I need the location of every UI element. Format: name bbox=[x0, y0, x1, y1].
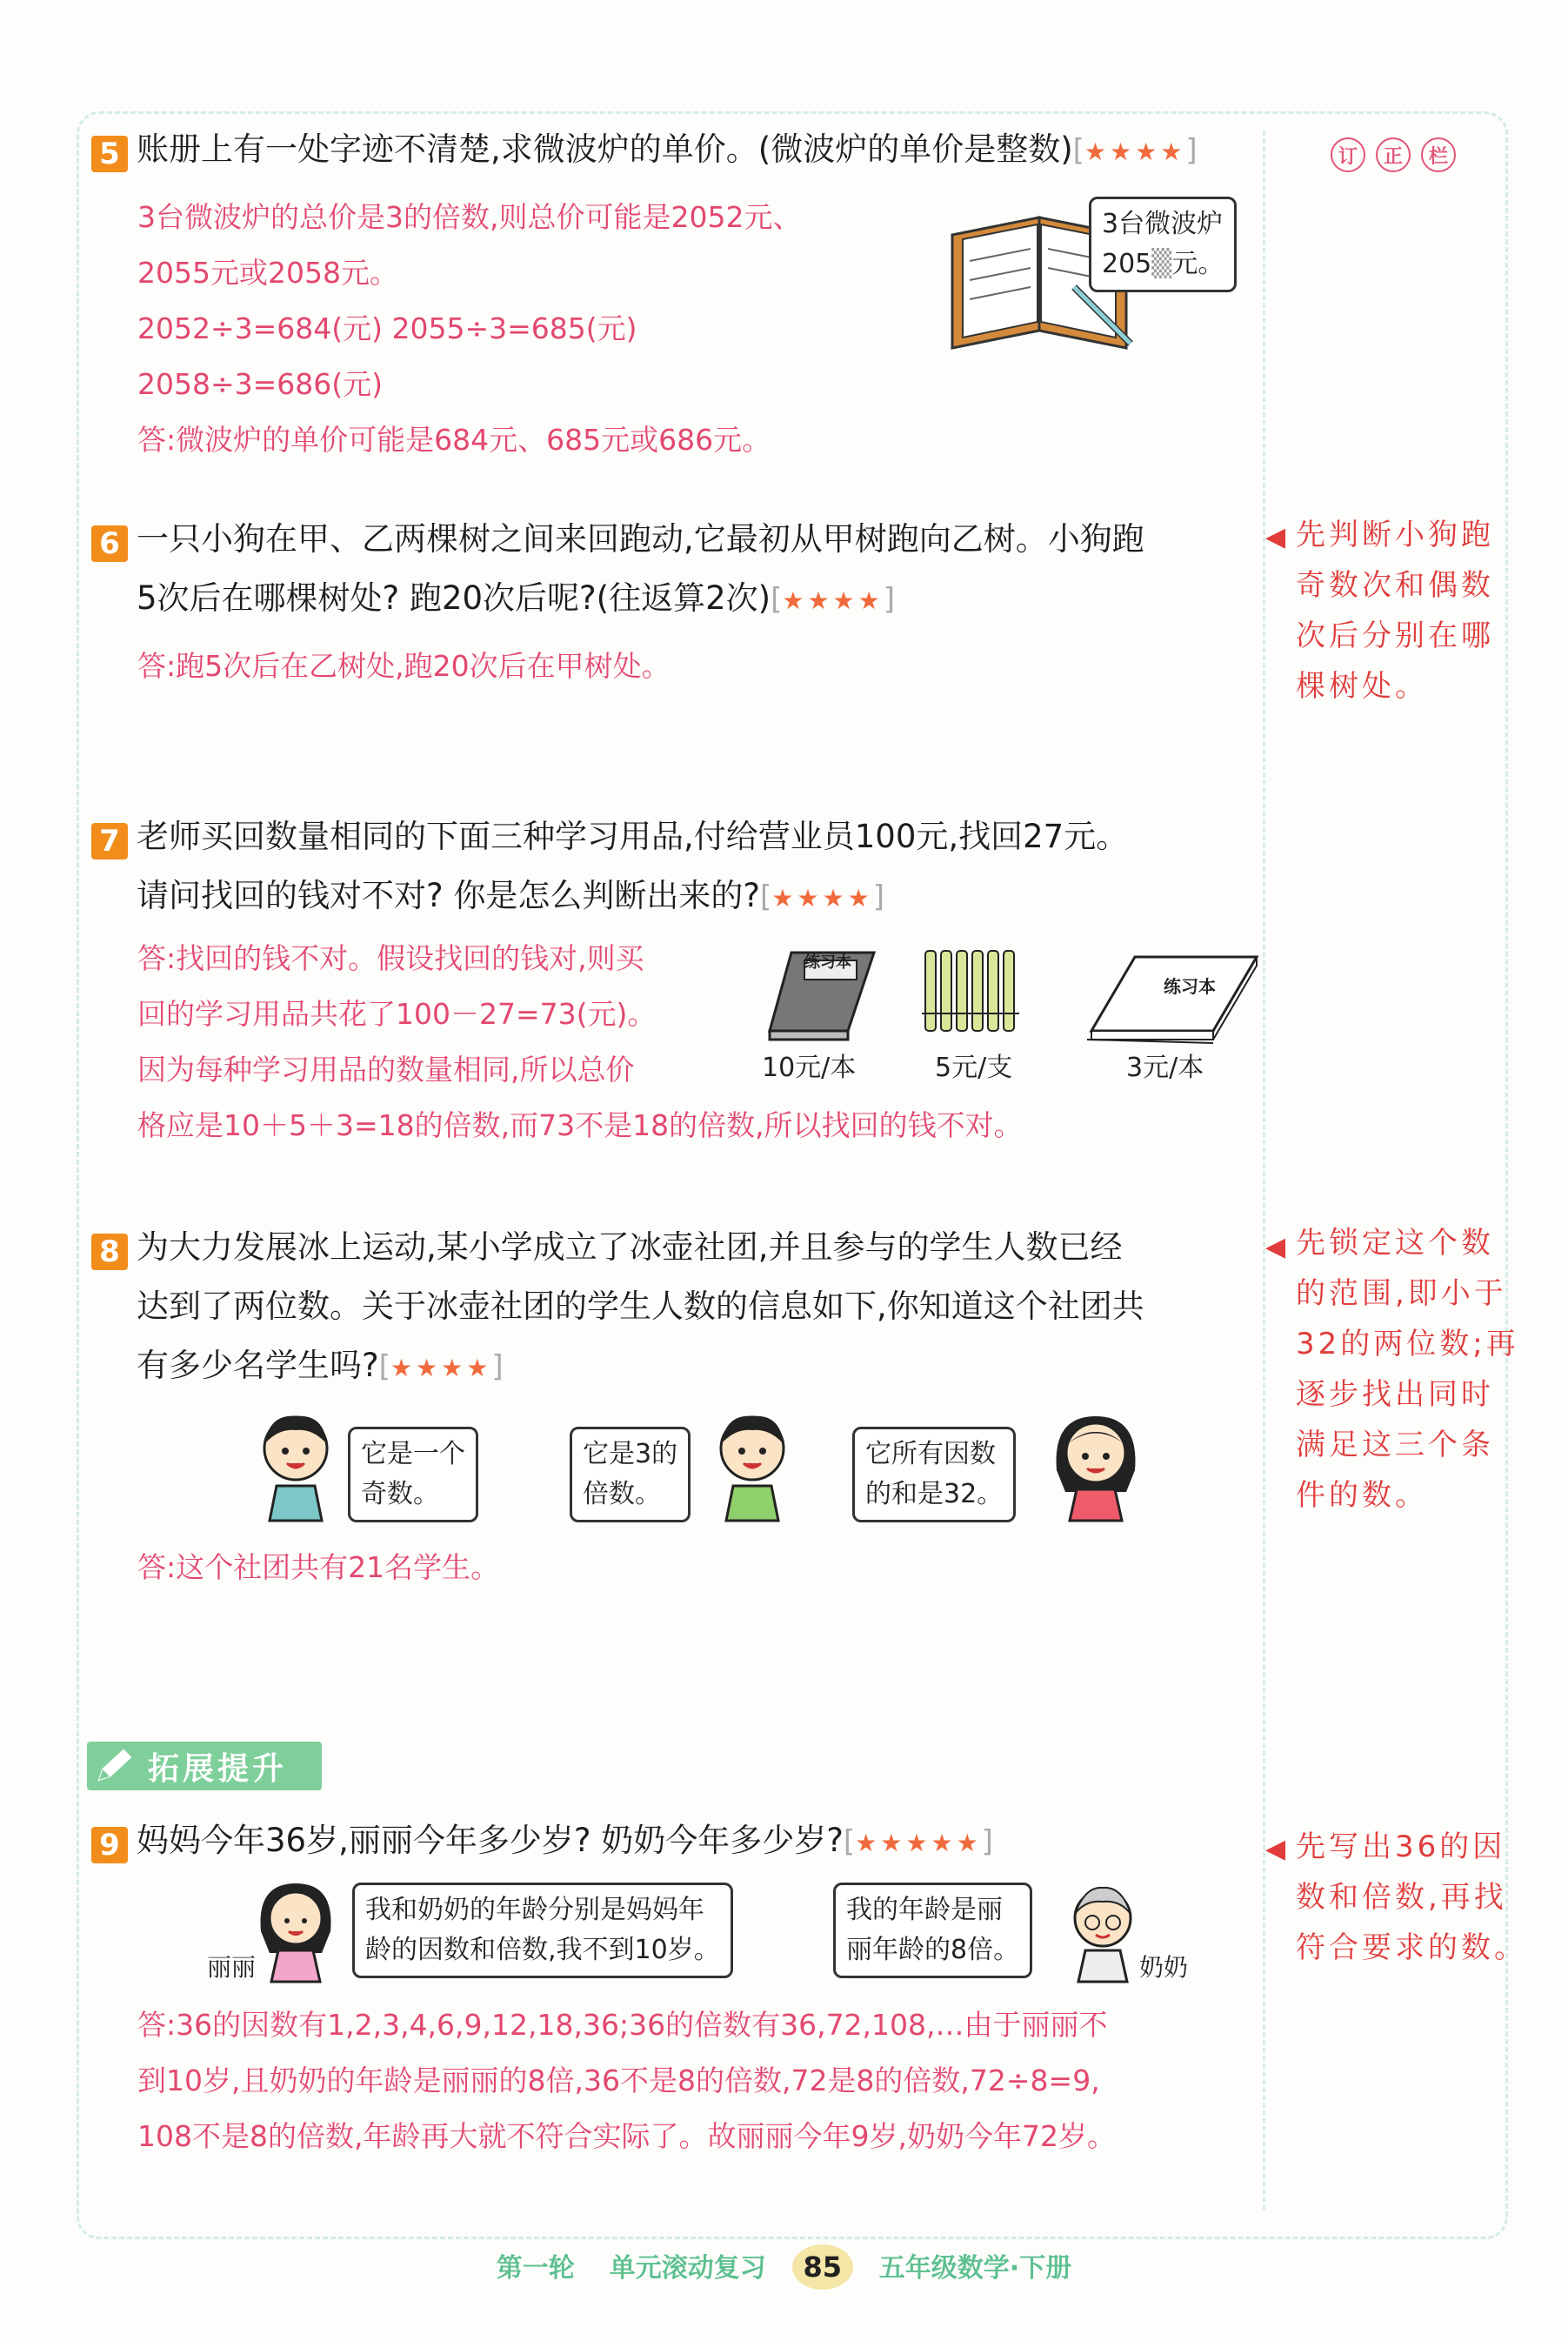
question-8: 8 为大力发展冰上运动,某小学成立了冰壶社团,并且参与的学生人数已经 达到了两位数。关于冰壶社团的学生人数的信息如下,你知道这个社团共 有多少名学生吗?[★★★★] bbox=[91, 1218, 1144, 1398]
bubble-line: 龄的因数和倍数,我不到10岁。 bbox=[365, 1935, 720, 1965]
boy-avatar bbox=[252, 1409, 339, 1522]
footer-book: 五年级数学·下册 bbox=[878, 2253, 1072, 2284]
question-text: 账册上有一处字迹不清楚,求微波炉的单价。(微波炉的单价是整数) bbox=[137, 130, 1073, 168]
difficulty-stars: ★★★★ bbox=[390, 1354, 492, 1382]
price-label: 10元/本 bbox=[762, 1053, 857, 1083]
question-5: 5 账册上有一处字迹不清楚,求微波炉的单价。(微波炉的单价是整数)[★★★★] bbox=[91, 120, 1198, 182]
answer-line: 答:找回的钱不对。假设找回的钱对,则买 bbox=[137, 941, 644, 975]
girl-avatar bbox=[252, 1879, 339, 1983]
hint-arrow: ◀ bbox=[1265, 1834, 1286, 1864]
answer-7 bbox=[137, 931, 1023, 1154]
exercise-book-stack-icon bbox=[1083, 953, 1265, 1048]
question-text: 达到了两位数。关于冰壶社团的学生人数的信息如下,你知道这个社团共 bbox=[137, 1288, 1144, 1325]
bubble-line: 元。 bbox=[1171, 249, 1224, 279]
hint-line: 符合要求的数。 bbox=[1296, 1930, 1527, 1965]
question-number: 9 bbox=[91, 1827, 128, 1863]
price-label: 5元/支 bbox=[935, 1053, 1013, 1083]
speech-bubble-lili bbox=[352, 1883, 733, 1978]
speech-bubble-multiple-of-3 bbox=[570, 1427, 691, 1522]
smudge: ▒ bbox=[1151, 249, 1172, 279]
exercise-book-cover-label: 练习本 bbox=[1164, 976, 1216, 997]
grandma-avatar bbox=[1059, 1879, 1146, 1983]
answer-5 bbox=[137, 190, 801, 468]
hint-line: 的范围,即小于 bbox=[1296, 1276, 1507, 1311]
answer-6: 答:跑5次后在乙树处,跑20次后在甲树处。 bbox=[137, 649, 671, 683]
name-lili: 丽丽 bbox=[207, 1953, 257, 1982]
bubble-line: 3台微波炉 bbox=[1102, 209, 1224, 239]
hint-line: 数和倍数,再找 bbox=[1296, 1880, 1507, 1915]
question-text: 5次后在哪棵树处? 跑20次后呢?(往返算2次) bbox=[137, 579, 771, 617]
answer-9 bbox=[137, 1997, 1116, 2164]
question-9: 9 妈妈今年36岁,丽丽今年多少岁? 奶奶今年多少岁?[★★★★★] bbox=[91, 1811, 993, 1873]
hint-line: 奇数次和偶数 bbox=[1296, 568, 1494, 603]
speech-bubble-nainai bbox=[833, 1883, 1032, 1978]
question-6: 6 一只小狗在甲、乙两棵树之间来回跑动,它最初从甲树跑向乙树。小狗跑 5次后在哪棵树处? 跑20次后呢?(往返算2次)[★★★★] bbox=[91, 510, 1144, 631]
question-text: 一只小狗在甲、乙两棵树之间来回跑动,它最初从甲树跑向乙树。小狗跑 bbox=[137, 520, 1144, 558]
answer-line: 2052÷3=684(元) 2055÷3=685(元) bbox=[137, 311, 637, 345]
question-text: 为大力发展冰上运动,某小学成立了冰壶社团,并且参与的学生人数已经 bbox=[137, 1228, 1123, 1266]
correction-char: 正 bbox=[1376, 137, 1411, 172]
pencils-icon bbox=[922, 944, 1026, 1044]
hint-line: 件的数。 bbox=[1296, 1478, 1428, 1513]
pencil-icon bbox=[94, 1747, 134, 1785]
section-banner bbox=[87, 1742, 322, 1790]
price-label: 3元/本 bbox=[1126, 1053, 1204, 1083]
name-nainai: 奶奶 bbox=[1139, 1953, 1189, 1982]
correction-divider bbox=[1263, 130, 1265, 2210]
question-text: 请问找回的钱对不对? 你是怎么判断出来的? bbox=[137, 877, 761, 914]
bubble-line: 我和奶奶的年龄分别是妈妈年 bbox=[365, 1895, 704, 1925]
difficulty-stars: ★★★★★ bbox=[855, 1829, 982, 1857]
answer-line: 2058÷3=686(元) bbox=[137, 367, 384, 401]
bubble-line: 丽年龄的8倍。 bbox=[846, 1935, 1020, 1965]
answer-line: 到10岁,且奶奶的年龄是丽丽的8倍,36不是8的倍数,72是8的倍数,72÷8=9, bbox=[137, 2063, 1100, 2097]
difficulty-stars: ★★★★ bbox=[1084, 137, 1186, 166]
bubble-line: 我的年龄是丽 bbox=[846, 1895, 1003, 1925]
hint-line: 次后分别在哪 bbox=[1296, 619, 1494, 653]
correction-char: 订 bbox=[1331, 137, 1365, 172]
notebook-cover-label: 练习本 bbox=[804, 953, 851, 972]
bubble-line: 它是一个 bbox=[361, 1439, 465, 1469]
bubble-line: 倍数。 bbox=[583, 1479, 661, 1509]
question-number: 6 bbox=[91, 525, 128, 562]
section-title: 拓展提升 bbox=[148, 1750, 288, 1787]
hint-line: 先判断小狗跑 bbox=[1296, 518, 1494, 552]
hint-6 bbox=[1296, 510, 1494, 712]
page-footer bbox=[0, 2244, 1568, 2290]
answer-line: 答:微波炉的单价可能是684元、685元或686元。 bbox=[137, 423, 771, 457]
ledger-bubble bbox=[1089, 197, 1237, 292]
bubble-line: 它所有因数 bbox=[865, 1439, 996, 1469]
question-number: 5 bbox=[91, 136, 128, 172]
hint-line: 先写出36的因 bbox=[1296, 1829, 1506, 1864]
correction-column-label bbox=[1331, 137, 1456, 172]
answer-8: 答:这个社团共有21名学生。 bbox=[137, 1550, 500, 1584]
footer-round: 第一轮 bbox=[496, 2253, 575, 2284]
bubble-line: 奇数。 bbox=[361, 1479, 439, 1509]
footer-unit: 单元滚动复习 bbox=[609, 2253, 766, 2284]
page-number: 85 bbox=[792, 2244, 853, 2290]
speech-bubble-odd bbox=[348, 1427, 478, 1522]
question-text: 老师买回数量相同的下面三种学习用品,付给营业员100元,找回27元。 bbox=[137, 818, 1129, 855]
answer-line: 2055元或2058元。 bbox=[137, 256, 398, 290]
hint-line: 满足这三个条 bbox=[1296, 1428, 1494, 1462]
bubble-line: 的和是32。 bbox=[865, 1479, 1004, 1509]
difficulty-stars: ★★★★ bbox=[771, 884, 873, 913]
correction-char: 栏 bbox=[1421, 137, 1456, 172]
answer-line: 108不是8的倍数,年龄再大就不符合实际了。故丽丽今年9岁,奶奶今年72岁。 bbox=[137, 2119, 1116, 2153]
question-number: 7 bbox=[91, 823, 128, 859]
difficulty-stars: ★★★★ bbox=[782, 586, 884, 615]
question-7: 7 老师买回数量相同的下面三种学习用品,付给营业员100元,找回27元。 请问找回的钱对不对? 你是怎么判断出来的?[★★★★] bbox=[91, 807, 1128, 928]
girl-avatar bbox=[1048, 1409, 1144, 1522]
hint-line: 先锁定这个数 bbox=[1296, 1226, 1494, 1261]
bubble-line: 它是3的 bbox=[583, 1439, 678, 1469]
question-number: 8 bbox=[91, 1234, 128, 1270]
answer-line: 格应是10＋5＋3=18的倍数,而73不是18的倍数,所以找回的钱不对。 bbox=[137, 1108, 1023, 1142]
hint-arrow: ◀ bbox=[1265, 1232, 1286, 1262]
answer-line: 3台微波炉的总价是3的倍数,则总价可能是2052元、 bbox=[137, 200, 802, 234]
answer-line: 因为每种学习用品的数量相同,所以总价 bbox=[137, 1053, 635, 1087]
boy-avatar bbox=[709, 1409, 796, 1522]
question-text: 有多少名学生吗? bbox=[137, 1347, 379, 1384]
answer-line: 回的学习用品共花了100－27=73(元)。 bbox=[137, 997, 657, 1031]
hint-line: 32的两位数;再 bbox=[1296, 1327, 1519, 1361]
hint-line: 棵树处。 bbox=[1296, 669, 1428, 704]
answer-line: 答:36的因数有1,2,3,4,6,9,12,18,36;36的倍数有36,72,108,…由于丽丽不 bbox=[137, 2008, 1108, 2042]
question-text: 妈妈今年36岁,丽丽今年多少岁? 奶奶今年多少岁? bbox=[137, 1822, 844, 1859]
speech-bubble-factor-sum bbox=[852, 1427, 1016, 1522]
hint-line: 逐步找出同时 bbox=[1296, 1377, 1494, 1412]
hint-9 bbox=[1296, 1822, 1527, 1973]
hint-arrow: ◀ bbox=[1265, 522, 1286, 552]
bubble-line: 205 bbox=[1102, 249, 1152, 279]
hint-8 bbox=[1296, 1218, 1519, 1521]
